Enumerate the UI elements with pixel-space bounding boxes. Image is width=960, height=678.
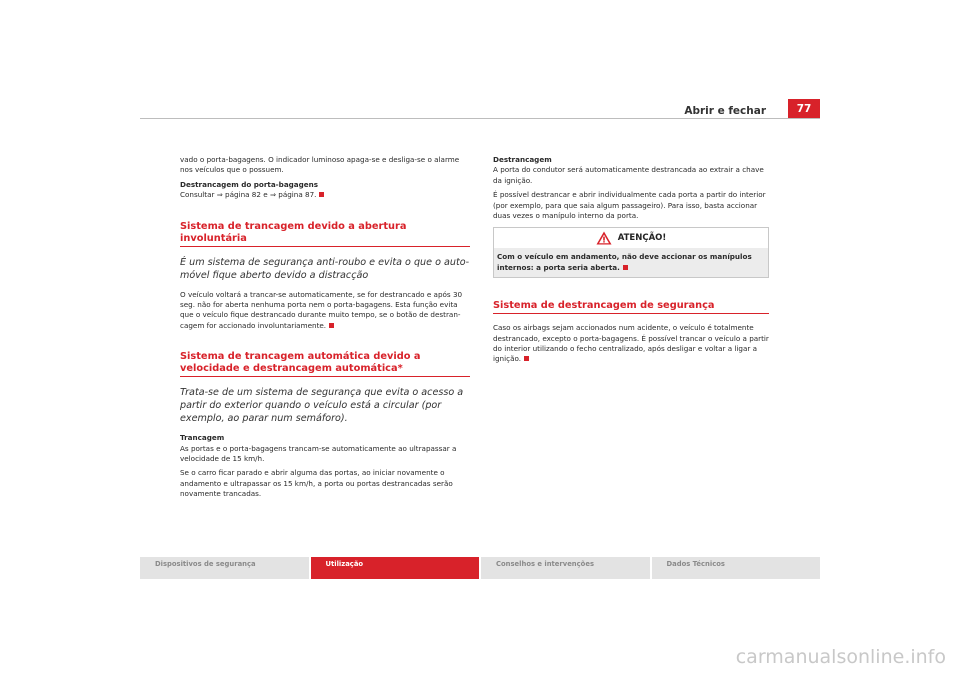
page-number: 77 (788, 99, 820, 119)
right-column (493, 155, 769, 369)
red-square-icon (319, 192, 324, 197)
continued-paragraph: vado o porta-bagagens. O indicador luminoso apaga-se e desliga-se o alarme nos veículos que o possuem. (180, 155, 460, 175)
tab-advice[interactable]: Conselhos e intervenções (481, 557, 650, 579)
tab-technical-data[interactable]: Dados Técnicos (652, 557, 821, 579)
header-divider (140, 118, 820, 119)
trunk-unlock-paragraph (180, 190, 470, 200)
red-square-icon (524, 356, 529, 361)
subheading-trunk-unlock (180, 180, 470, 190)
tab-utilization[interactable]: Utilização (311, 557, 480, 579)
warning-header (494, 228, 768, 248)
warning-title: ATENÇÃO! (617, 233, 667, 244)
watermark: carmanualsonline.info (735, 646, 946, 668)
warning-box (493, 227, 769, 278)
section-heading-speed-lock: Sistema de trancagem automática devido a velocidade e destrancagem automática* (180, 351, 470, 377)
speed-lock-paragraph-1: As portas e o porta-bagagens trancam-se automaticamente ao ultrapassar a velocidade de 15 km/h. (180, 443, 457, 464)
safety-unlock-paragraph (493, 323, 769, 365)
warning-text: Com o veículo em andamento, não deve accionar os manípulos internos: a porta seria aberta. (497, 252, 752, 272)
paragraph-text: O veículo voltará a trancar-se automaticamente, se for destrancado e após 30 seg. não for aberta nenhuma porta nem o porta-bagagens. Esta função evita que o veículo fique destrancado durante muito tempo, se o botão de destran-cagem for accionado involuntariamente. (180, 289, 463, 330)
footer-tabs (140, 557, 820, 579)
left-column (180, 155, 470, 504)
subheading-locking (180, 433, 470, 443)
section-lead-involuntary-opening: É um sistema de segurança anti-roubo e evita o que o auto-móvel fique aberto devido a distracção (180, 256, 470, 281)
unlock-paragraph-2: É possível destrancar e abrir individualmente cada porta a partir do interior (por exemplo, para que saia algum passageiro). Para isso, basta accionar duas vezes o manípulo interno da porta. (493, 190, 766, 221)
section-lead-speed-lock: Trata-se de um sistema de segurança que evita o acesso a partir do exterior quando o veículo está a circular (por exemplo, ao parar num semáforo). (180, 387, 464, 425)
subheading-text: Trancagem (180, 433, 225, 443)
red-square-icon (329, 323, 334, 328)
section-heading-involuntary-opening: Sistema de trancagem devido a abertura involuntária (180, 221, 470, 247)
speed-lock-paragraph-2: Se o carro ficar parado e abrir alguma das portas, ao iniciar novamente o andamento e ultrapassar os 15 km/h, a porta ou portas destrancadas serão novamente trancadas. (180, 468, 453, 499)
subheading-unlocking (493, 155, 769, 165)
section-heading-safety-unlock: Sistema de destrancagem de segurança (493, 300, 769, 314)
page-header-title: Abrir e fechar (684, 105, 766, 117)
involuntary-opening-paragraph (180, 290, 470, 332)
subheading-text: Destrancagem (493, 155, 552, 164)
tab-safety-devices[interactable]: Dispositivos de segurança (140, 557, 309, 579)
warning-triangle-icon (596, 231, 612, 245)
unlock-paragraph-1: A porta do condutor será automaticamente destrancada ao extrair a chave da ignição. (493, 165, 764, 185)
paragraph-text: Consultar ⇒ página 82 e ⇒ página 87. (180, 190, 317, 200)
warning-body (494, 248, 768, 277)
subheading-text: Destrancagem do porta-bagagens (180, 179, 319, 189)
red-square-icon (623, 265, 628, 270)
paragraph-text: Caso os airbags sejam accionados num acidente, o veículo é totalmente destrancado, excepto o porta-bagagens. É possível trancar o veículo a partir do interior utilizando o fecho centralizado, após desligar e voltar a ligar a ignição. (493, 323, 769, 364)
